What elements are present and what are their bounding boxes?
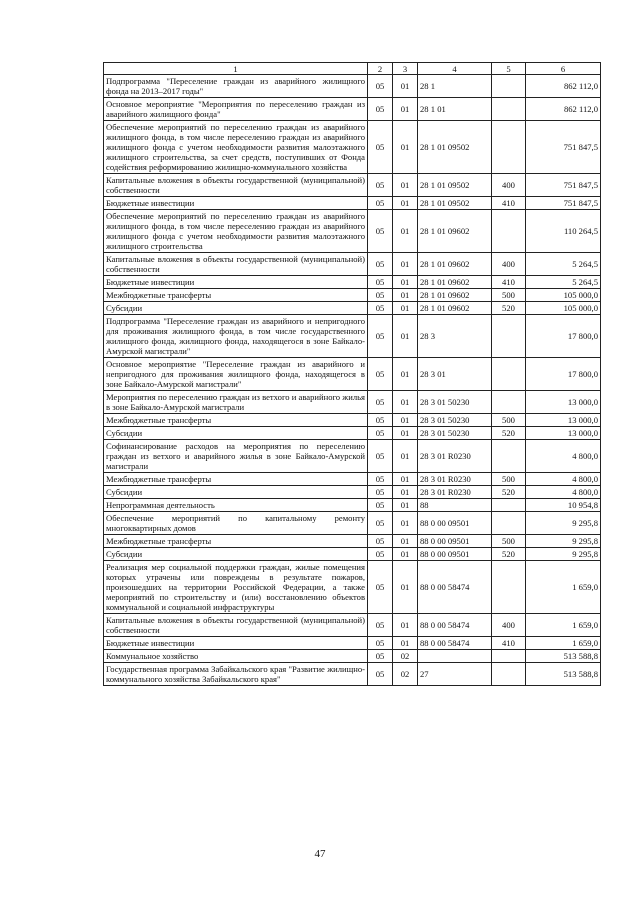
- table-row: [104, 637, 601, 650]
- amount-cell: 1 659,0: [526, 614, 601, 637]
- expense-type-code-cell: [492, 561, 526, 614]
- section-code-cell: 05: [368, 486, 393, 499]
- expense-name-cell: Межбюджетные трансферты: [104, 535, 368, 548]
- expense-name-cell: Обеспечение мероприятий по капитальному ремонту многоквартирных домов: [104, 512, 368, 535]
- target-article-code-cell: 28 1 01 09602: [418, 302, 492, 315]
- expense-name-cell: Капитальные вложения в объекты государственной (муниципальной) собственности: [104, 614, 368, 637]
- amount-cell: 513 588,8: [526, 663, 601, 686]
- subsection-code-cell: 01: [393, 197, 418, 210]
- subsection-code-cell: 01: [393, 473, 418, 486]
- target-article-code-cell: 28 3 01 50230: [418, 427, 492, 440]
- expense-name-cell: Субсидии: [104, 302, 368, 315]
- section-code-cell: 05: [368, 614, 393, 637]
- expense-type-code-cell: [492, 391, 526, 414]
- subsection-code-cell: 01: [393, 75, 418, 98]
- subsection-code-cell: 01: [393, 289, 418, 302]
- table-row: [104, 486, 601, 499]
- table-row: [104, 276, 601, 289]
- amount-cell: 4 800,0: [526, 486, 601, 499]
- expense-type-code-cell: [492, 98, 526, 121]
- subsection-code-cell: 01: [393, 548, 418, 561]
- budget-table: [103, 62, 601, 686]
- expense-name-cell: Субсидии: [104, 486, 368, 499]
- column-header: 3: [393, 63, 418, 75]
- expense-type-code-cell: 520: [492, 427, 526, 440]
- amount-cell: 1 659,0: [526, 637, 601, 650]
- expense-type-code-cell: [492, 650, 526, 663]
- table-row: [104, 289, 601, 302]
- amount-cell: 9 295,8: [526, 535, 601, 548]
- table-row: [104, 253, 601, 276]
- section-code-cell: 05: [368, 358, 393, 391]
- amount-cell: 5 264,5: [526, 276, 601, 289]
- section-code-cell: 05: [368, 253, 393, 276]
- expense-type-code-cell: [492, 440, 526, 473]
- subsection-code-cell: 01: [393, 427, 418, 440]
- section-code-cell: 05: [368, 174, 393, 197]
- subsection-code-cell: 01: [393, 210, 418, 253]
- section-code-cell: 05: [368, 650, 393, 663]
- target-article-code-cell: 28 1 01 09602: [418, 289, 492, 302]
- section-code-cell: 05: [368, 561, 393, 614]
- subsection-code-cell: 01: [393, 253, 418, 276]
- target-article-code-cell: 28 3: [418, 315, 492, 358]
- section-code-cell: 05: [368, 75, 393, 98]
- table-row: [104, 121, 601, 174]
- amount-cell: 110 264,5: [526, 210, 601, 253]
- target-article-code-cell: 28 1 01 09602: [418, 276, 492, 289]
- target-article-code-cell: 88 0 00 09501: [418, 535, 492, 548]
- subsection-code-cell: 01: [393, 440, 418, 473]
- expense-name-cell: Обеспечение мероприятий по переселению граждан из аварийного жилищного фонда, в том числе переселению граждан из аварийного жилищного фонда с учетом необходимости развития малоэтажного жилищного строительства: [104, 210, 368, 253]
- expense-type-code-cell: 500: [492, 535, 526, 548]
- subsection-code-cell: 01: [393, 561, 418, 614]
- subsection-code-cell: 01: [393, 302, 418, 315]
- expense-type-code-cell: 400: [492, 253, 526, 276]
- amount-cell: 751 847,5: [526, 121, 601, 174]
- expense-name-cell: Бюджетные инвестиции: [104, 637, 368, 650]
- expense-name-cell: Субсидии: [104, 548, 368, 561]
- subsection-code-cell: 02: [393, 650, 418, 663]
- amount-cell: 10 954,8: [526, 499, 601, 512]
- amount-cell: 1 659,0: [526, 561, 601, 614]
- amount-cell: 13 000,0: [526, 427, 601, 440]
- subsection-code-cell: 01: [393, 121, 418, 174]
- section-code-cell: 05: [368, 535, 393, 548]
- amount-cell: 105 000,0: [526, 289, 601, 302]
- target-article-code-cell: 28 3 01 50230: [418, 414, 492, 427]
- expense-type-code-cell: 500: [492, 289, 526, 302]
- column-header: 1: [104, 63, 368, 75]
- section-code-cell: 05: [368, 276, 393, 289]
- section-code-cell: 05: [368, 391, 393, 414]
- expense-name-cell: Подпрограмма "Переселение граждан из аварийного и непригодного для проживания жилищного фонда, в том числе государственного жилищного фонда, жилищного фонда, находящегося в зоне Байкало-Амурской магистрали": [104, 315, 368, 358]
- section-code-cell: 05: [368, 499, 393, 512]
- target-article-code-cell: 28 3 01 R0230: [418, 486, 492, 499]
- column-header: 4: [418, 63, 492, 75]
- subsection-code-cell: 01: [393, 499, 418, 512]
- expense-type-code-cell: 400: [492, 174, 526, 197]
- target-article-code-cell: 88: [418, 499, 492, 512]
- expense-type-code-cell: [492, 210, 526, 253]
- target-article-code-cell: 28 1 01 09502: [418, 174, 492, 197]
- column-header: 2: [368, 63, 393, 75]
- table-row: [104, 174, 601, 197]
- expense-name-cell: Бюджетные инвестиции: [104, 197, 368, 210]
- expense-name-cell: Коммунальное хозяйство: [104, 650, 368, 663]
- expense-name-cell: Государственная программа Забайкальского края "Развитие жилищно-коммунального хозяйства Забайкальского края": [104, 663, 368, 686]
- table-row: [104, 440, 601, 473]
- target-article-code-cell: 88 0 00 58474: [418, 614, 492, 637]
- table-row: [104, 548, 601, 561]
- amount-cell: 9 295,8: [526, 512, 601, 535]
- expense-name-cell: Основное мероприятие "Мероприятия по переселению граждан из аварийного жилищного фонда": [104, 98, 368, 121]
- subsection-code-cell: 01: [393, 637, 418, 650]
- target-article-code-cell: 28 1 01 09602: [418, 253, 492, 276]
- target-article-code-cell: 27: [418, 663, 492, 686]
- table-row: [104, 535, 601, 548]
- expense-name-cell: Межбюджетные трансферты: [104, 289, 368, 302]
- target-article-code-cell: 28 1 01 09502: [418, 197, 492, 210]
- expense-name-cell: Обеспечение мероприятий по переселению граждан из аварийного жилищного фонда, в том числе переселению граждан из аварийного жилищного фонда с учетом необходимости развития малоэтажного жилищного строительства, за счет средств, поступивших от Фонда содействия реформированию жилищно-коммунального хозяйства: [104, 121, 368, 174]
- section-code-cell: 05: [368, 315, 393, 358]
- expense-name-cell: Капитальные вложения в объекты государственной (муниципальной) собственности: [104, 253, 368, 276]
- expense-type-code-cell: [492, 663, 526, 686]
- subsection-code-cell: 01: [393, 358, 418, 391]
- section-code-cell: 05: [368, 414, 393, 427]
- table-row: [104, 414, 601, 427]
- table-row: [104, 663, 601, 686]
- column-header: 6: [526, 63, 601, 75]
- target-article-code-cell: 88 0 00 58474: [418, 637, 492, 650]
- subsection-code-cell: 01: [393, 391, 418, 414]
- section-code-cell: 05: [368, 98, 393, 121]
- expense-name-cell: Реализация мер социальной поддержки граждан, жилые помещения которых утрачены или повреждены в результате пожаров, произошедших на территории Российской Федерации, а также мероприятий по строительству и (или) восстановлению объектов коммунальной и социальной инфраструктуры: [104, 561, 368, 614]
- amount-cell: 862 112,0: [526, 75, 601, 98]
- subsection-code-cell: 01: [393, 174, 418, 197]
- table-row: [104, 197, 601, 210]
- expense-name-cell: Софинансирование расходов на мероприятия по переселению граждан из ветхого и аварийного жилья в зоне Байкало-Амурской магистрали: [104, 440, 368, 473]
- table-row: [104, 512, 601, 535]
- expense-type-code-cell: 500: [492, 473, 526, 486]
- table-row: [104, 561, 601, 614]
- section-code-cell: 05: [368, 512, 393, 535]
- expense-name-cell: Субсидии: [104, 427, 368, 440]
- target-article-code-cell: 28 1 01 09502: [418, 121, 492, 174]
- subsection-code-cell: 01: [393, 315, 418, 358]
- expense-type-code-cell: 400: [492, 614, 526, 637]
- section-code-cell: 05: [368, 121, 393, 174]
- expense-type-code-cell: [492, 499, 526, 512]
- amount-cell: 9 295,8: [526, 548, 601, 561]
- section-code-cell: 05: [368, 289, 393, 302]
- amount-cell: 5 264,5: [526, 253, 601, 276]
- section-code-cell: 05: [368, 637, 393, 650]
- table-header-row: [104, 63, 601, 75]
- target-article-code-cell: 28 1 01 09602: [418, 210, 492, 253]
- subsection-code-cell: 01: [393, 512, 418, 535]
- subsection-code-cell: 01: [393, 486, 418, 499]
- page-number: 47: [314, 848, 326, 860]
- target-article-code-cell: 28 1 01: [418, 98, 492, 121]
- section-code-cell: 05: [368, 427, 393, 440]
- expense-type-code-cell: [492, 315, 526, 358]
- column-header: 5: [492, 63, 526, 75]
- target-article-code-cell: 28 3 01 R0230: [418, 440, 492, 473]
- table-row: [104, 302, 601, 315]
- expense-type-code-cell: 520: [492, 548, 526, 561]
- table-row: [104, 427, 601, 440]
- table-row: [104, 614, 601, 637]
- amount-cell: 513 588,8: [526, 650, 601, 663]
- amount-cell: 4 800,0: [526, 473, 601, 486]
- section-code-cell: 05: [368, 197, 393, 210]
- subsection-code-cell: 01: [393, 98, 418, 121]
- amount-cell: 751 847,5: [526, 174, 601, 197]
- expense-type-code-cell: 410: [492, 637, 526, 650]
- amount-cell: 13 000,0: [526, 414, 601, 427]
- section-code-cell: 05: [368, 440, 393, 473]
- expense-name-cell: Подпрограмма "Переселение граждан из аварийного жилищного фонда на 2013–2017 годы": [104, 75, 368, 98]
- expense-type-code-cell: 500: [492, 414, 526, 427]
- target-article-code-cell: 88 0 00 58474: [418, 561, 492, 614]
- table-row: [104, 210, 601, 253]
- expense-type-code-cell: 520: [492, 486, 526, 499]
- expense-name-cell: Основное мероприятие "Переселение граждан из аварийного и непригодного для проживания жилищного фонда, находящегося в зоне Байкало-Амурской магистрали": [104, 358, 368, 391]
- section-code-cell: 05: [368, 210, 393, 253]
- amount-cell: 17 800,0: [526, 358, 601, 391]
- target-article-code-cell: 28 3 01: [418, 358, 492, 391]
- table-row: [104, 391, 601, 414]
- target-article-code-cell: 28 1: [418, 75, 492, 98]
- expense-type-code-cell: 520: [492, 302, 526, 315]
- table-row: [104, 75, 601, 98]
- subsection-code-cell: 02: [393, 663, 418, 686]
- table-row: [104, 499, 601, 512]
- section-code-cell: 05: [368, 663, 393, 686]
- subsection-code-cell: 01: [393, 414, 418, 427]
- amount-cell: 105 000,0: [526, 302, 601, 315]
- expense-type-code-cell: 410: [492, 197, 526, 210]
- expense-name-cell: Межбюджетные трансферты: [104, 473, 368, 486]
- target-article-code-cell: 28 3 01 50230: [418, 391, 492, 414]
- table-row: [104, 98, 601, 121]
- section-code-cell: 05: [368, 302, 393, 315]
- amount-cell: 13 000,0: [526, 391, 601, 414]
- expense-name-cell: Межбюджетные трансферты: [104, 414, 368, 427]
- table-row: [104, 473, 601, 486]
- table-row: [104, 358, 601, 391]
- subsection-code-cell: 01: [393, 535, 418, 548]
- amount-cell: 4 800,0: [526, 440, 601, 473]
- section-code-cell: 05: [368, 548, 393, 561]
- amount-cell: 862 112,0: [526, 98, 601, 121]
- expense-name-cell: Мероприятия по переселению граждан из ветхого и аварийного жилья в зоне Байкало-Амурской магистрали: [104, 391, 368, 414]
- section-code-cell: 05: [368, 473, 393, 486]
- expense-name-cell: Непрограммная деятельность: [104, 499, 368, 512]
- amount-cell: 17 800,0: [526, 315, 601, 358]
- subsection-code-cell: 01: [393, 276, 418, 289]
- table-row: [104, 315, 601, 358]
- target-article-code-cell: 28 3 01 R0230: [418, 473, 492, 486]
- expense-type-code-cell: 410: [492, 276, 526, 289]
- expense-type-code-cell: [492, 121, 526, 174]
- amount-cell: 751 847,5: [526, 197, 601, 210]
- target-article-code-cell: [418, 650, 492, 663]
- target-article-code-cell: 88 0 00 09501: [418, 512, 492, 535]
- expense-name-cell: Капитальные вложения в объекты государственной (муниципальной) собственности: [104, 174, 368, 197]
- table-body: [104, 75, 601, 686]
- expense-name-cell: Бюджетные инвестиции: [104, 276, 368, 289]
- expense-type-code-cell: [492, 75, 526, 98]
- expense-type-code-cell: [492, 358, 526, 391]
- table-row: [104, 650, 601, 663]
- target-article-code-cell: 88 0 00 09501: [418, 548, 492, 561]
- subsection-code-cell: 01: [393, 614, 418, 637]
- expense-type-code-cell: [492, 512, 526, 535]
